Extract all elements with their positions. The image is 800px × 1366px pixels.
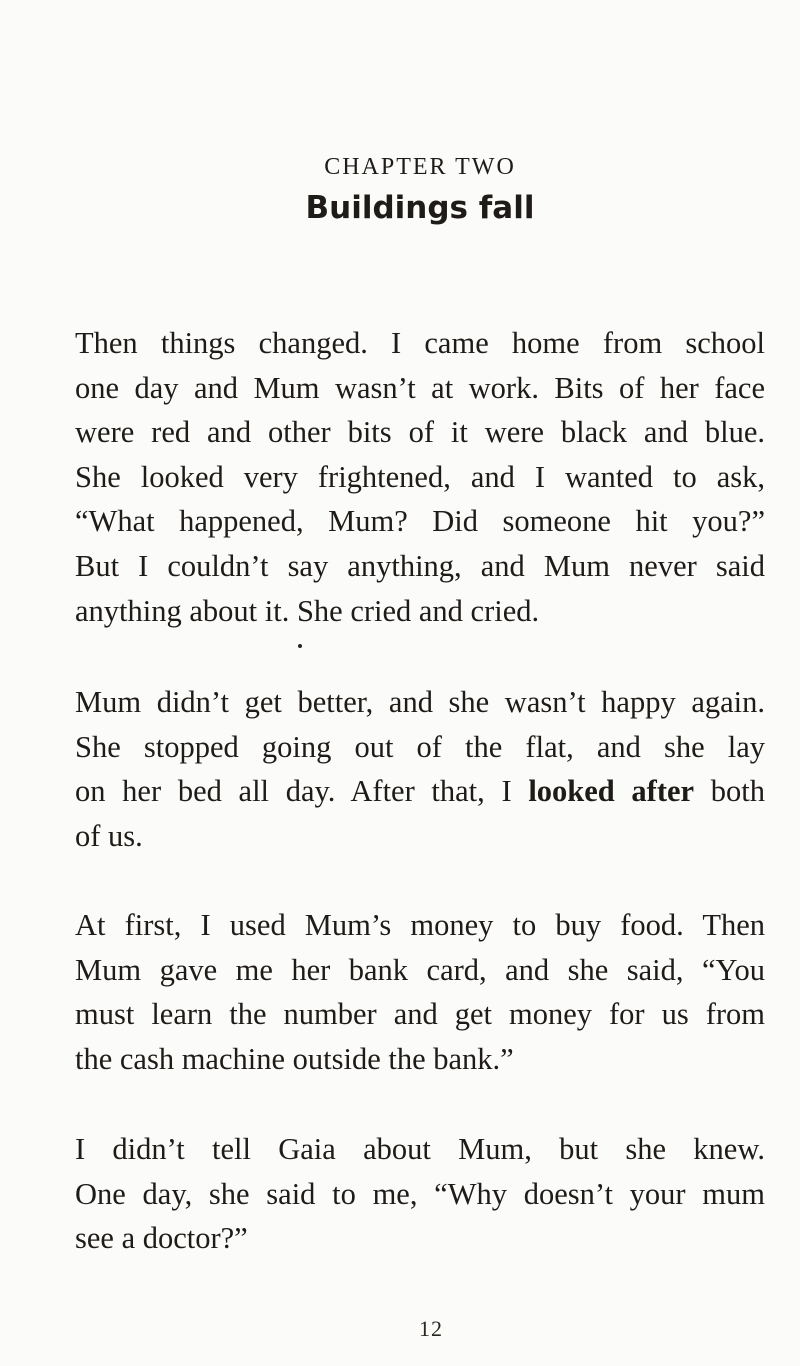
paragraph-line: were red and other bits of it were black and blue. bbox=[75, 415, 765, 450]
glossary-term: looked after bbox=[528, 774, 695, 809]
paragraph-line: the cash machine outside the bank.” bbox=[75, 1041, 514, 1076]
paragraph-line: must learn the number and get money for us from bbox=[75, 997, 765, 1032]
paragraph-line: At first, I used Mum’s money to buy food. Then bbox=[75, 908, 765, 942]
paragraph-line: But I couldn’t say anything, and Mum never said bbox=[75, 548, 765, 583]
paragraph-line-with-bold bbox=[75, 769, 765, 814]
paragraph-line: one day and Mum wasn’t at work. Bits of her face bbox=[75, 370, 765, 405]
page-number: 12 bbox=[419, 1316, 443, 1341]
paragraph-line: “What happened, Mum? Did someone hit you?” bbox=[75, 504, 765, 539]
paragraph-1 bbox=[75, 321, 765, 633]
paragraph-line: Then things changed. I came home from school bbox=[75, 326, 765, 360]
paragraph-line: anything about it. She cried and cried. bbox=[75, 593, 540, 628]
paragraph-3 bbox=[75, 903, 765, 1081]
paragraph-line: Mum gave me her bank card, and she said, “You bbox=[75, 952, 765, 987]
chapter-label: CHAPTER TWO bbox=[324, 154, 516, 180]
chapter-title: Buildings fall bbox=[305, 190, 535, 226]
paragraph-line: She looked very frightened, and I wanted to ask, bbox=[75, 459, 765, 494]
paragraph-2 bbox=[75, 680, 765, 858]
paragraph-line: One day, she said to me, “Why doesn’t your mum bbox=[75, 1176, 765, 1211]
line-text: both bbox=[694, 774, 765, 809]
ink-speck bbox=[298, 644, 302, 648]
paragraph-line: of us. bbox=[75, 818, 143, 853]
paragraph-4 bbox=[75, 1127, 765, 1261]
line-text: on her bed all day. After that, I bbox=[75, 774, 529, 809]
paragraph-line: She stopped going out of the flat, and she lay bbox=[75, 729, 765, 764]
paragraph-line: Mum didn’t get better, and she wasn’t happy again. bbox=[75, 685, 765, 719]
paragraph-line: I didn’t tell Gaia about Mum, but she knew. bbox=[75, 1132, 765, 1166]
paragraph-line: see a doctor?” bbox=[75, 1221, 248, 1256]
